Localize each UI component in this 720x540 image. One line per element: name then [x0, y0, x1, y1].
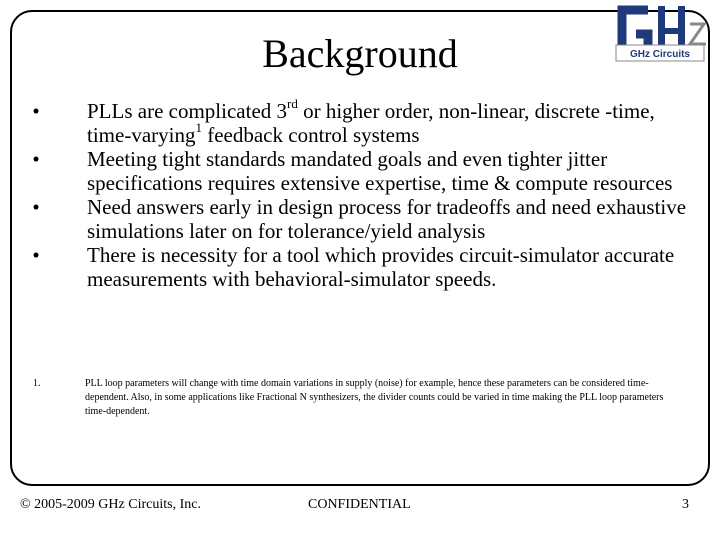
bullet-text: PLLs are complicated 3rd or higher order, non-linear, discrete -time, time-varying$^1$ feedback control systems: [87, 96, 655, 147]
bullet-item: [30, 243, 690, 291]
ghz-logo-graphic: [612, 4, 716, 64]
ghz-circuits-logo: [612, 4, 716, 64]
bullet-item: [30, 195, 690, 243]
footnote-text: PLL loop parameters will change with time domain variations in supply (noise) for example, hence these parameters can be considered time-dependent. Also, in some applications like Fractional N synthesizers, the divider counts could be varied in time making the PLL loop parameters time-dependent.: [85, 378, 664, 417]
logo-text: GHz Circuits: [629, 49, 691, 60]
slide-title: Background: [262, 31, 458, 76]
bullet-list: [30, 96, 690, 291]
footer-copyright: © 2005-2009 GHz Circuits, Inc.: [20, 497, 201, 512]
bullet-text: Need answers early in design process for tradeoffs and need exhaustive simulations later on for tolerance/yield analysis: [87, 195, 687, 243]
bullet-item: [30, 147, 690, 195]
bullet-item: [30, 96, 690, 147]
bullet-dot: •: [32, 195, 40, 219]
bullet-dot: •: [32, 99, 40, 123]
bullet-text: Meeting tight standards mandated goals and even tighter jitter specifications requires extensive expertise, time & compute resources: [87, 147, 673, 195]
footer-page-number: 3: [682, 497, 689, 512]
bullet-dot: •: [32, 147, 40, 171]
footnote-number: 1.: [33, 378, 41, 389]
footer-confidential: CONFIDENTIAL: [308, 497, 411, 512]
bullet-dot: •: [32, 243, 40, 267]
bullet-text: There is necessity for a tool which provides circuit-simulator accurate measurements with behavioral-simulator speeds.: [87, 243, 675, 291]
